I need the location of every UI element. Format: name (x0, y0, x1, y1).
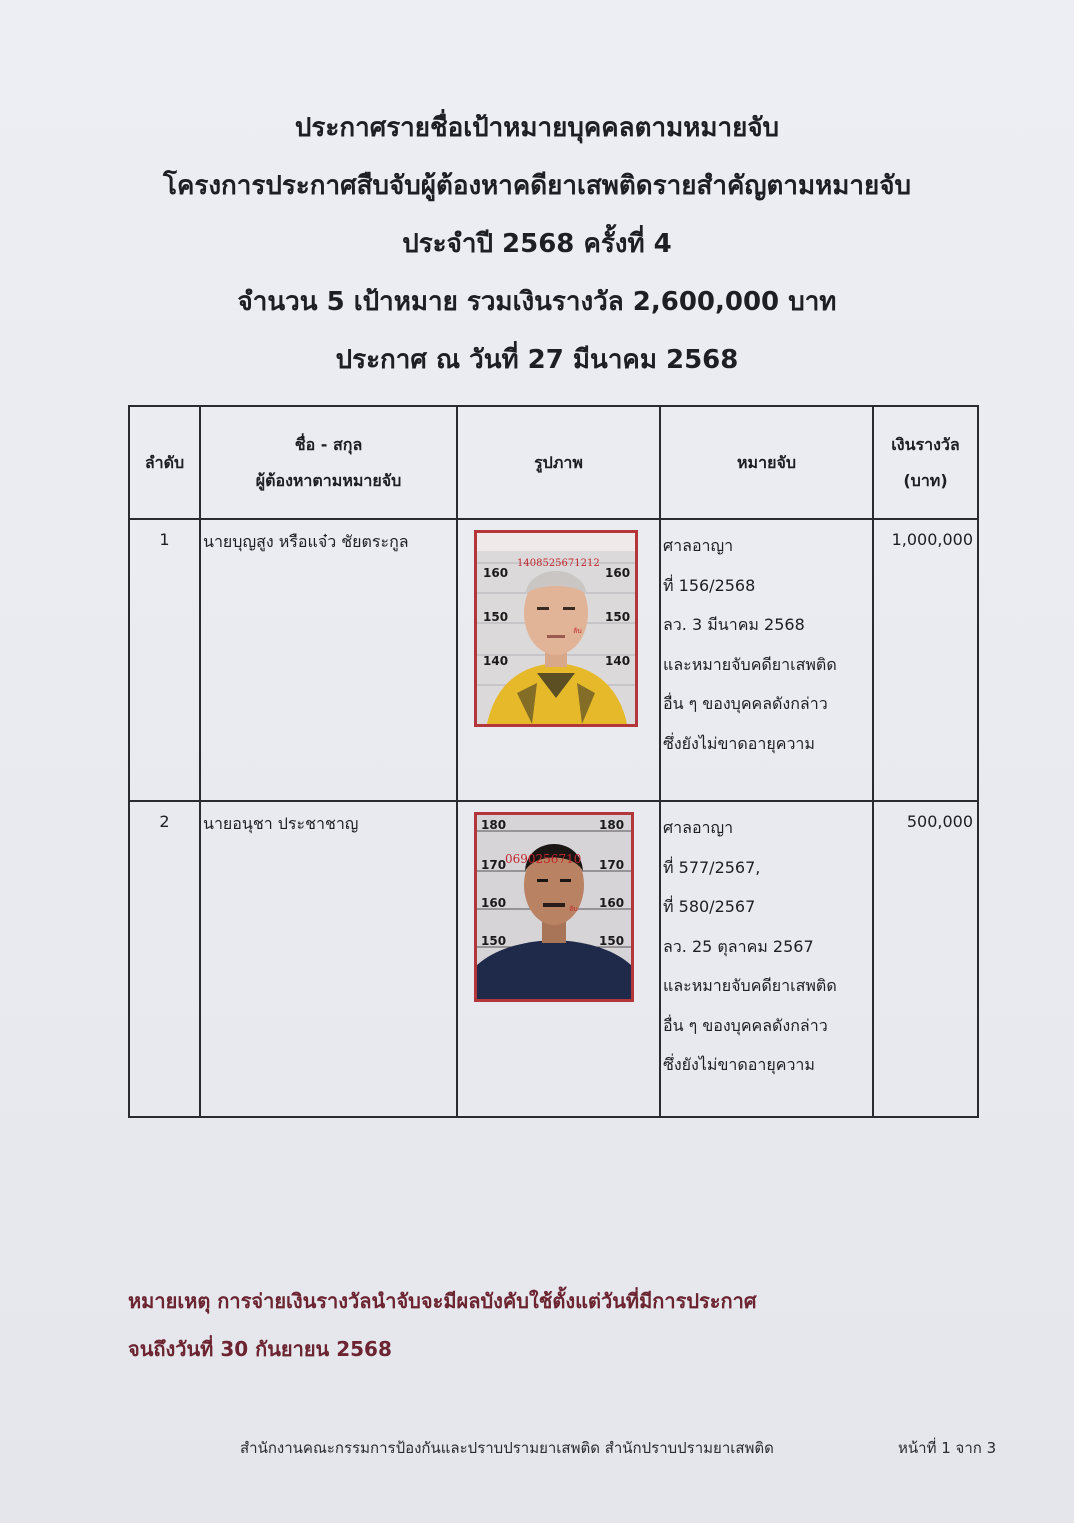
header-name (200, 406, 457, 519)
header-reward-line-1: เงินรางวัล (891, 434, 960, 454)
warrant-line: ที่ 580/2567 (663, 897, 756, 916)
scale-label: 170 (481, 858, 507, 872)
header-name-line-1: ชื่อ - สกุล (294, 434, 363, 454)
note-line-2: จนถึงวันที่ 30 กันยายน 2568 (128, 1337, 392, 1361)
scale-label: 160 (481, 896, 507, 910)
photo-cell (457, 801, 660, 1117)
scale-label: 180 (481, 818, 507, 832)
warrant-line: ที่ 577/2567, (663, 857, 761, 877)
header-reward (873, 406, 978, 519)
warrant-line: ซึ่งยังไม่ขาดอายุความ (663, 1055, 815, 1074)
scale-label: 150 (481, 934, 507, 948)
suspect-name: นายอนุชา ประชาชาญ (200, 801, 457, 1117)
scale-label: 160 (483, 566, 509, 580)
row-number: 1 (129, 519, 200, 801)
title-line-4: จำนวน 5 เป้าหมาย รวมเงินรางวัล 2,600,000 บาท (237, 287, 837, 317)
warrant-line: อื่น ๆ ของบุคคลดังกล่าว (663, 694, 828, 713)
header-no: ลำดับ (129, 406, 200, 519)
warrant-line: ลว. 25 ตุลาคม 2567 (663, 936, 814, 956)
warrant-cell (660, 801, 873, 1117)
scale-label: 160 (605, 566, 631, 580)
scale-label: 140 (483, 654, 509, 668)
title-line-1: ประกาศรายชื่อเป้าหมายบุคคลตามหมายจับ (294, 113, 780, 143)
mugshot-photo (474, 530, 638, 727)
warrant-line: ซึ่งยังไม่ขาดอายุความ (663, 733, 815, 753)
scale-label: 170 (599, 858, 625, 872)
reward-amount: 500,000 (873, 801, 978, 1117)
warrant-line: ศาลอาญา (663, 818, 734, 837)
header-reward-line-2: (บาท) (903, 470, 948, 490)
warrant-cell (660, 519, 873, 801)
row-number: 2 (129, 801, 200, 1117)
mugshot-stamp: ลับ (569, 905, 578, 913)
table-header-row (129, 406, 978, 519)
mugshot-stamp: ลับ (573, 627, 582, 635)
warrant-table (128, 405, 979, 1118)
suspect-name: นายบุญสูง หรือแจ๋ว ชัยตระกูล (200, 519, 457, 801)
scale-label: 160 (599, 896, 625, 910)
header-photo: รูปภาพ (457, 406, 660, 519)
photo-cell (457, 519, 660, 801)
scale-label: 150 (605, 610, 631, 624)
table-row (129, 519, 978, 801)
mugshot-photo (474, 812, 634, 1002)
scale-label: 180 (599, 818, 625, 832)
title-line-3: ประจำปี 2568 ครั้งที่ 4 (402, 229, 672, 259)
note-line-1: หมายเหตุ การจ่ายเงินรางวัลนำจับจะมีผลบังคับใช้ตั้งแต่วันที่มีการประกาศ (128, 1289, 757, 1313)
title-line-2: โครงการประกาศสืบจับผู้ต้องหาคดียาเสพติดรายสำคัญตามหมายจับ (163, 171, 911, 201)
warrant-line: ศาลอาญา (663, 536, 734, 555)
warrant-line: และหมายจับคดียาเสพติด (663, 976, 837, 995)
footer-agency: สำนักงานคณะกรรมการป้องกันและปราบปรามยาเสพติด สำนักปราบปรามยาเสพติด (240, 1439, 774, 1457)
scale-label: 150 (599, 934, 625, 948)
title-line-5: ประกาศ ณ วันที่ 27 มีนาคม 2568 (335, 345, 739, 375)
scale-label: 150 (483, 610, 509, 624)
header-warrant: หมายจับ (660, 406, 873, 519)
warrant-line: อื่น ๆ ของบุคคลดังกล่าว (663, 1015, 828, 1035)
footer-page-number: หน้าที่ 1 จาก 3 (898, 1439, 997, 1457)
scale-label: 140 (605, 654, 631, 668)
header-name-line-2: ผู้ต้องหาตามหมายจับ (255, 470, 402, 490)
mugshot-code: 0690256710 (505, 852, 582, 866)
reward-amount: 1,000,000 (873, 519, 978, 801)
warrant-line: ที่ 156/2568 (663, 575, 756, 595)
warrant-line: ลว. 3 มีนาคม 2568 (663, 615, 805, 634)
mugshot-code: 1408525671212 (517, 558, 600, 569)
warrant-line: และหมายจับคดียาเสพติด (663, 654, 837, 674)
table-row (129, 801, 978, 1117)
